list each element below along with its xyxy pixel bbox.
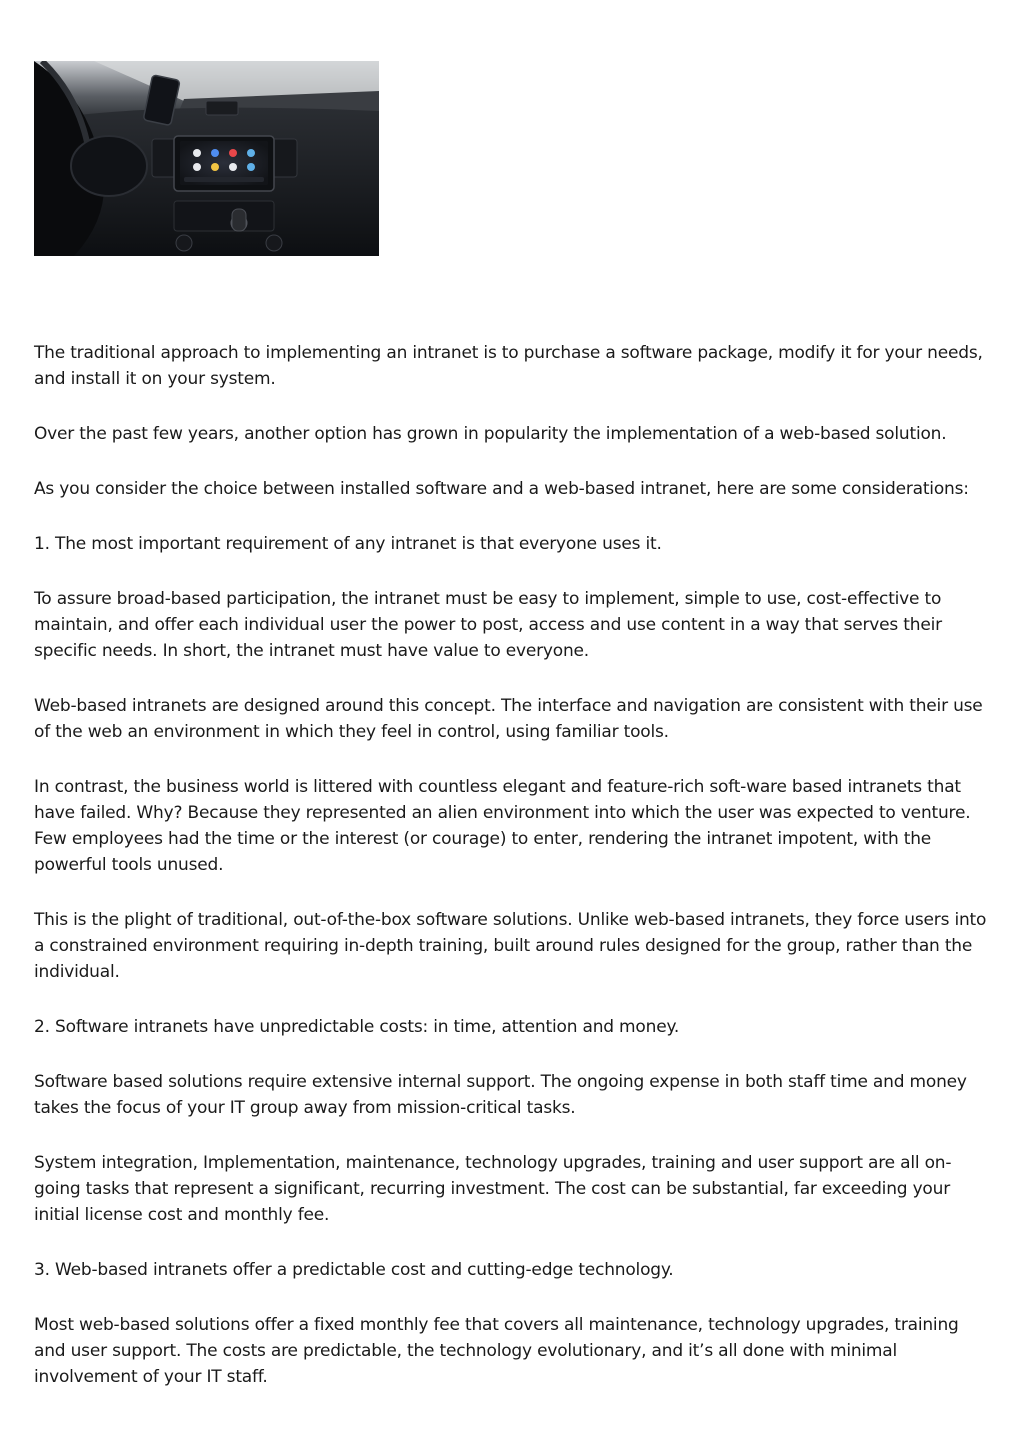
car-dashboard-illustration bbox=[34, 61, 379, 256]
article-body bbox=[34, 340, 994, 1419]
car-dashboard-photo bbox=[34, 61, 379, 256]
paragraph: As you consider the choice between installed software and a web-based intranet, here are some considerations: bbox=[34, 479, 969, 499]
paragraph: The traditional approach to implementing an intranet is to purchase a software package, modify it for your needs, and install it on your system. bbox=[34, 343, 983, 389]
paragraph: Web-based intranets are designed around this concept. The interface and navigation are consistent with their use of the web an environment in which they feel in control, using familiar tools. bbox=[34, 696, 983, 742]
paragraph: Software based solutions require extensive internal support. The ongoing expense in both staff time and money takes the focus of your IT group away from mission-critical tasks. bbox=[34, 1072, 967, 1118]
paragraph-with-link bbox=[34, 531, 994, 557]
paragraph-text: any intranet is that everyone uses it. bbox=[354, 534, 662, 554]
paragraph: Most web-based solutions offer a fixed monthly fee that covers all maintenance, technology upgrades, training and user support. The costs are predictable, the technology evolutionary, and it’s all done with minimal involvement of your IT staff. bbox=[34, 1315, 959, 1387]
paragraph: 3. Web-based intranets offer a predictable cost and cutting-edge technology. bbox=[34, 1260, 674, 1280]
paragraph: 2. Software intranets have unpredictable costs: in time, attention and money. bbox=[34, 1017, 680, 1037]
paragraph-text: 1. The most important requirement of bbox=[34, 534, 355, 554]
paragraph: System integration, Implementation, maintenance, technology upgrades, training and user support are all on-going tasks that represent a significant, recurring investment. The cost can be substantial, far exceeding your initial license cost and monthly fee. bbox=[34, 1153, 952, 1225]
paragraph: In contrast, the business world is littered with countless elegant and feature-rich soft-ware based intranets that have failed. Why? Because they represented an alien environment into which the user was expected to venture. Few employees had the time or the interest (or courage) to enter, rendering the intranet impotent, with the powerful tools unused. bbox=[34, 777, 971, 875]
paragraph: This is the plight of traditional, out-of-the-box software solutions. Unlike web-based intranets, they force users into a constrained environment requiring in-depth training, built around rules designed for the group, rather than the individual. bbox=[34, 910, 987, 982]
paragraph: To assure broad-based participation, the intranet must be easy to implement, simple to use, cost-effective to maintain, and offer each individual user the power to post, access and use content in a way that serves their specific needs. In short, the intranet must have value to everyone. bbox=[34, 589, 942, 661]
paragraph: Over the past few years, another option has grown in popularity the implementation of a web-based solution. bbox=[34, 424, 947, 444]
